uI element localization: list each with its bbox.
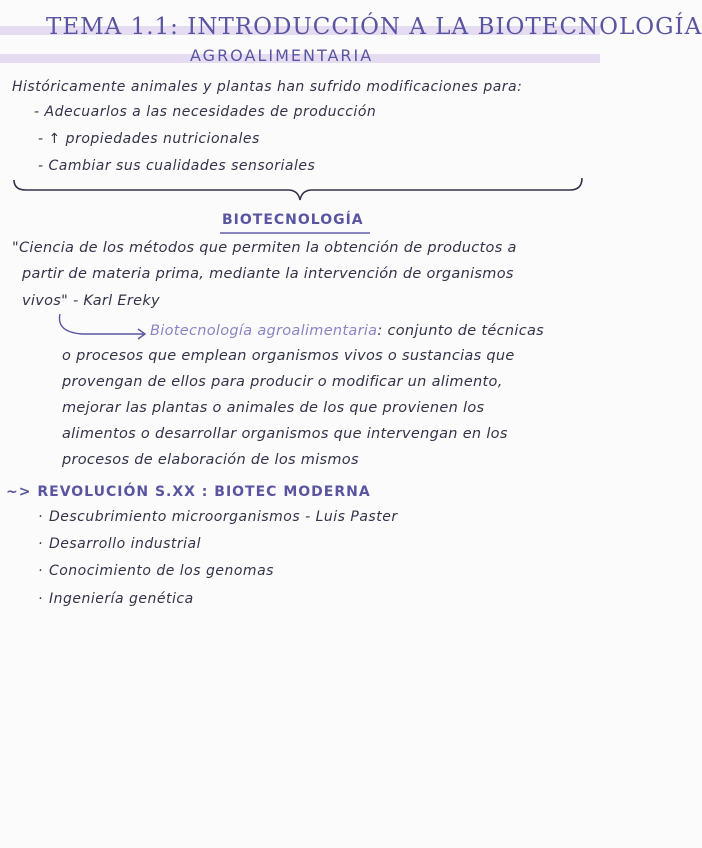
revolucion-item-3	[38, 563, 274, 579]
revolucion-item-3-text: Conocimiento de los genomas	[48, 563, 274, 579]
quote-line-1: "Ciencia de los métodos que permiten la obtención de productos a	[12, 240, 517, 256]
biotec-heading-underline	[220, 232, 370, 234]
revolucion-item-1	[38, 509, 398, 525]
page-title: TEMA 1.1: INTRODUCCIÓN A LA BIOTECNOLOGÍA	[46, 14, 702, 40]
revolucion-heading: REVOLUCIÓN S.XX : BIOTEC MODERNA	[37, 484, 371, 500]
quote-line-3: vivos" - Karl Ereky	[22, 293, 160, 309]
bullet-dot-icon: ·	[38, 536, 43, 552]
intro-item-1: - Adecuarlos a las necesidades de producción	[34, 104, 377, 120]
bullet-dot-icon: ·	[38, 563, 43, 579]
intro-item-3: - Cambiar sus cualidades sensoriales	[38, 158, 316, 174]
intro-item-2: - ↑ propiedades nutricionales	[38, 131, 260, 147]
agro-definition-start: : conjunto de técnicas	[377, 323, 545, 339]
agro-term: Biotecnología agroalimentaria	[150, 323, 378, 339]
biotec-heading: BIOTECNOLOGÍA	[222, 212, 364, 228]
page-subtitle: AGROALIMENTARIA	[190, 46, 374, 65]
revolucion-heading-row	[6, 484, 371, 500]
agro-line-2: provengan de ellos para producir o modificar un alimento,	[62, 374, 503, 390]
revolucion-item-4-text: Ingeniería genética	[48, 591, 194, 607]
agro-line-5: procesos de elaboración de los mismos	[62, 452, 359, 468]
bullet-dot-icon: ·	[38, 591, 43, 607]
revolucion-item-1-text: Descubrimiento microorganismos - Luis Paster	[48, 509, 398, 525]
intro-text: Históricamente animales y plantas han sufrido modificaciones para:	[12, 79, 523, 95]
agro-definition-first-line	[150, 323, 544, 339]
agro-line-1: o procesos que emplean organismos vivos o sustancias que	[62, 348, 515, 364]
squiggle-arrow-icon: ~>	[6, 484, 32, 500]
revolucion-item-2	[38, 536, 201, 552]
revolucion-item-4	[38, 591, 194, 607]
bullet-dot-icon: ·	[38, 509, 43, 525]
curved-arrow-icon	[52, 310, 152, 344]
quote-line-2: partir de materia prima, mediante la intervención de organismos	[22, 266, 514, 282]
curly-brace-icon	[8, 174, 588, 204]
revolucion-item-2-text: Desarrollo industrial	[48, 536, 202, 552]
agro-line-3: mejorar las plantas o animales de los que provienen los	[62, 400, 485, 416]
agro-line-4: alimentos o desarrollar organismos que intervengan en los	[62, 426, 508, 442]
